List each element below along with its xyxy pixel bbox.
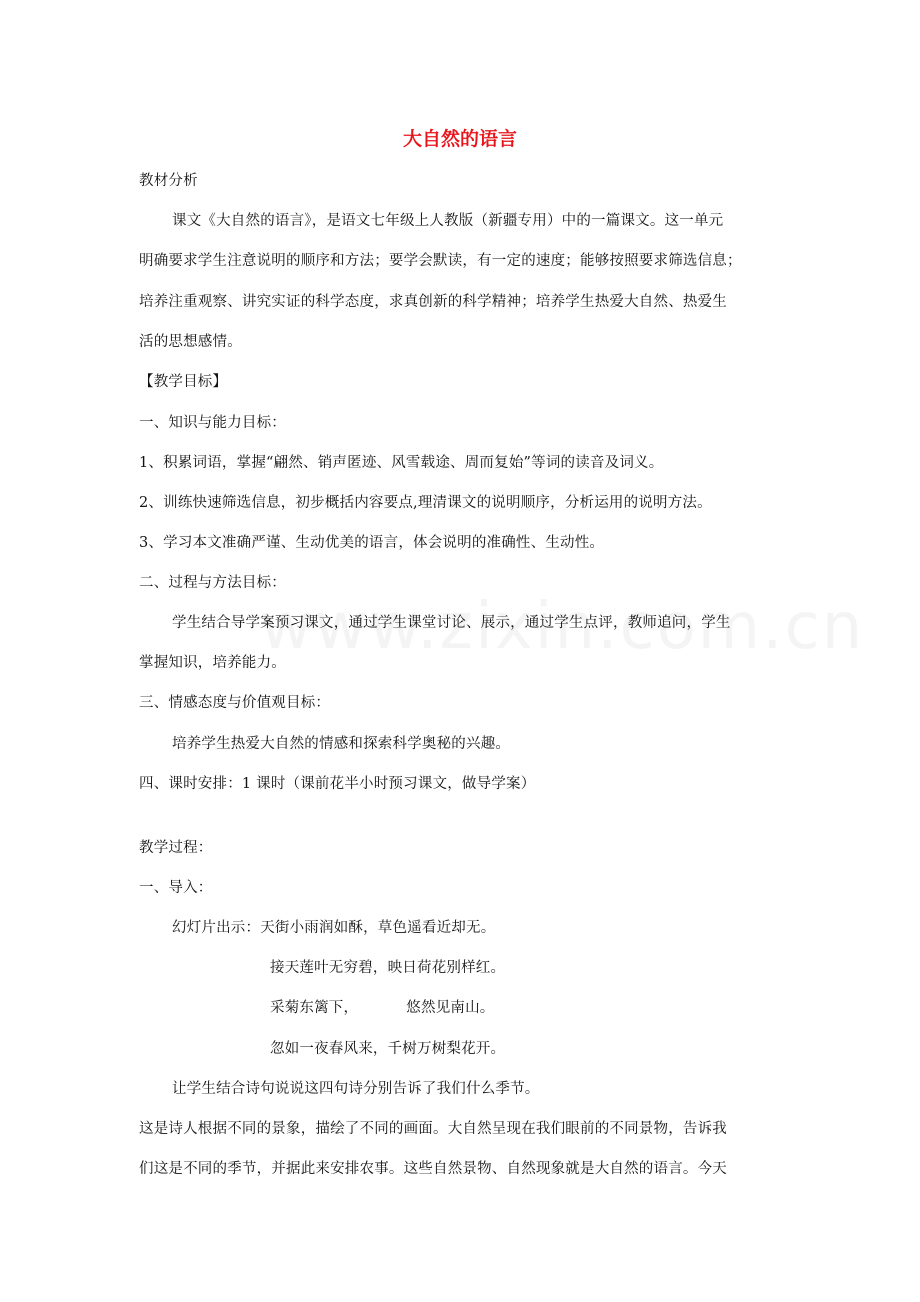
subheading: 一、知识与能力目标： (139, 415, 286, 431)
paragraph-line: 明确要求学生注意说明的顺序和方法；要学会默读，有一定的速度；能够按照要求筛选信息； (139, 253, 742, 269)
poem-line: 幻灯片出示：天街小雨润如酥，草色遥看近却无。 (172, 920, 496, 936)
list-item: 1、积累词语，掌握“翩然、销声匿迹、风雪载途、周而复始”等词的读音及词义。 (139, 455, 664, 471)
paragraph-line: 掌握知识，培养能力。 (139, 655, 286, 671)
subheading: 四、课时安排：1 课时（课前花半小时预习课文，做导学案） (139, 776, 536, 792)
poem-line: 接天莲叶无穷碧，映日荷花别样红。 (270, 960, 506, 976)
paragraph-line: 培养注重观察、讲究实证的科学态度，求真创新的科学精神；培养学生热爱大自然、热爱生 (139, 294, 727, 310)
section-heading: 【教学目标】 (139, 374, 228, 390)
list-item: 2、训练快速筛选信息，初步概括内容要点,理清课文的说明顺序，分析运用的说明方法。 (139, 495, 712, 511)
paragraph-line: 学生结合导学案预习课文，通过学生课堂讨论、展示，通过学生点评，教师追问，学生 (172, 615, 731, 631)
paragraph-line: 让学生结合诗句说说这四句诗分别告诉了我们什么季节。 (172, 1081, 540, 1097)
section-heading: 教学过程： (139, 840, 213, 856)
subheading: 三、情感态度与价值观目标： (139, 695, 331, 711)
subheading: 二、过程与方法目标： (139, 575, 286, 591)
poem-line: 忽如一夜春风来，千树万树梨花开。 (270, 1041, 506, 1057)
subheading: 一、导入： (139, 880, 213, 896)
section-heading: 教材分析 (139, 173, 198, 189)
paragraph-line: 这是诗人根据不同的景象，描绘了不同的画面。大自然呈现在我们眼前的不同景物，告诉我 (139, 1121, 727, 1137)
document-title: 大自然的语言 (402, 128, 517, 150)
paragraph-line: 活的思想感情。 (139, 334, 242, 350)
paragraph-line: 课文《大自然的语言》，是语文七年级上人教版（新疆专用）中的一篇课文。这一单元 (172, 213, 724, 229)
list-item: 3、学习本文准确严谨、生动优美的语言，体会说明的准确性、生动性。 (139, 535, 605, 551)
paragraph-line: 们这是不同的季节，并据此来安排农事。这些自然景物、自然现象就是大自然的语言。今天 (139, 1161, 727, 1177)
paragraph-line: 培养学生热爱大自然的情感和探索科学奥秘的兴趣。 (172, 736, 511, 752)
poem-line: 采菊东篱下， 悠然见南山。 (270, 1000, 495, 1016)
